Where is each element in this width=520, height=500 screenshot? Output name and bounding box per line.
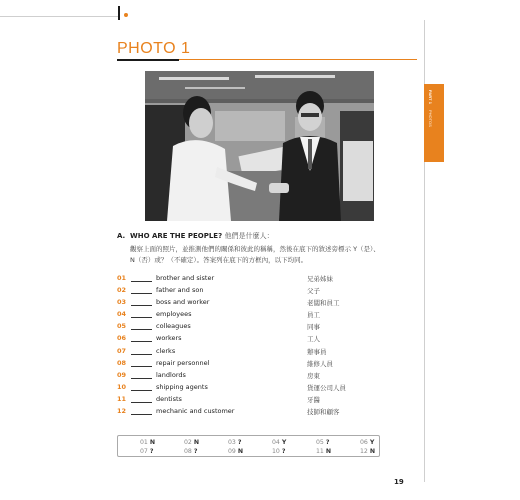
vocabulary-list [117,274,397,419]
item-english: repair personnel [156,358,210,367]
answer-blank[interactable] [131,305,152,306]
answer-key-item: 03 ? [228,439,242,446]
section-letter: A. [117,232,126,240]
list-item [117,359,397,371]
answer-key-item: 09 N [228,448,244,455]
section-a [117,231,417,266]
item-english: dentists [156,394,182,403]
list-item [117,286,397,298]
item-chinese: 同事 [307,323,320,332]
item-chinese: 牙醫 [307,395,320,404]
answer-key-box [117,435,380,457]
side-tab-section: PHOTOS [428,110,433,127]
list-item [117,322,397,334]
list-item [117,310,397,322]
list-item [117,274,397,286]
item-number: 08 [117,358,127,367]
item-english: colleagues [156,322,191,331]
answer-key-item: 11 N [316,448,332,455]
item-number: 01 [117,274,127,282]
answer-key-item: 02 N [184,439,200,446]
item-chinese: 房東 [307,371,320,380]
section-a-instructions [130,244,417,266]
page-number: 19 [394,478,404,486]
answer-key-item: 08 ? [184,448,198,455]
answer-key-item: 06 Y [360,439,375,446]
office-photo [145,71,374,221]
item-chinese: 維修人員 [307,359,333,368]
item-number: 04 [117,310,127,319]
answer-key-item: 04 Y [272,439,287,446]
answer-blank[interactable] [131,378,152,379]
item-english: landlords [156,370,186,379]
item-chinese: 辦事員 [307,347,327,356]
answer-key-item: 07 ? [140,448,154,455]
item-chinese: 老闆和員工 [307,299,340,308]
list-item [117,298,397,310]
item-number: 02 [117,286,127,295]
item-chinese: 父子 [307,287,320,296]
item-chinese: 兄弟姊妹 [307,275,333,283]
list-item [117,347,397,359]
item-chinese: 技師和顧客 [307,408,340,417]
header-dot [124,13,128,17]
header-rule [0,16,118,17]
answer-blank[interactable] [131,341,152,342]
item-english: workers [156,334,182,343]
item-number: 11 [117,394,127,403]
item-english: clerks [156,346,176,355]
section-a-heading [117,231,417,241]
list-item [117,407,397,419]
answer-blank[interactable] [131,317,152,318]
item-number: 09 [117,370,127,379]
item-english: mechanic and customer [156,407,235,416]
instruction-line-2: N（否）或？（不確定）。答案列在底下的方框內，以下均同。 [130,256,308,264]
answer-blank[interactable] [131,390,152,391]
item-number: 07 [117,346,127,355]
answer-blank[interactable] [131,293,152,294]
answer-key-item: 10 ? [272,448,286,455]
list-item [117,395,397,407]
item-chinese: 員工 [307,311,320,320]
item-english: brother and sister [156,274,215,282]
answer-blank[interactable] [131,414,152,415]
list-item [117,371,397,383]
item-chinese: 貨運公司人員 [307,383,346,392]
instruction-line-1: 觀察上面的照片，並推測他們的關係和彼此的稱稱，然後在底下的敘述旁標示 Y（是）、 [130,245,380,253]
answer-key-item: 12 N [360,448,376,455]
section-side-tab [424,84,444,162]
title-underline-accent [117,59,179,61]
header-tick [118,6,120,20]
section-heading-zh: 他們是什麼人： [224,232,274,240]
item-english: shipping agents [156,382,208,391]
item-english: father and son [156,286,204,295]
item-number: 10 [117,382,127,391]
office-photo-illustration [145,71,374,221]
section-heading-en: WHO ARE THE PEOPLE? [130,232,223,240]
item-english: boss and worker [156,298,210,307]
item-number: 06 [117,334,127,343]
item-number: 12 [117,407,127,416]
answer-blank[interactable] [131,402,152,403]
answer-blank[interactable] [131,329,152,330]
side-tab-part: PART 1 [428,90,433,104]
item-number: 05 [117,322,127,331]
answer-blank[interactable] [131,366,152,367]
list-item [117,383,397,395]
page-title: PHOTO 1 [117,40,191,57]
list-item [117,334,397,346]
answer-key-item: 01 N [140,439,156,446]
item-english: employees [156,310,192,319]
item-number: 03 [117,298,127,307]
answer-blank[interactable] [131,354,152,355]
answer-blank[interactable] [131,281,152,282]
item-chinese: 工人 [307,335,320,344]
answer-key-item: 05 ? [316,439,330,446]
